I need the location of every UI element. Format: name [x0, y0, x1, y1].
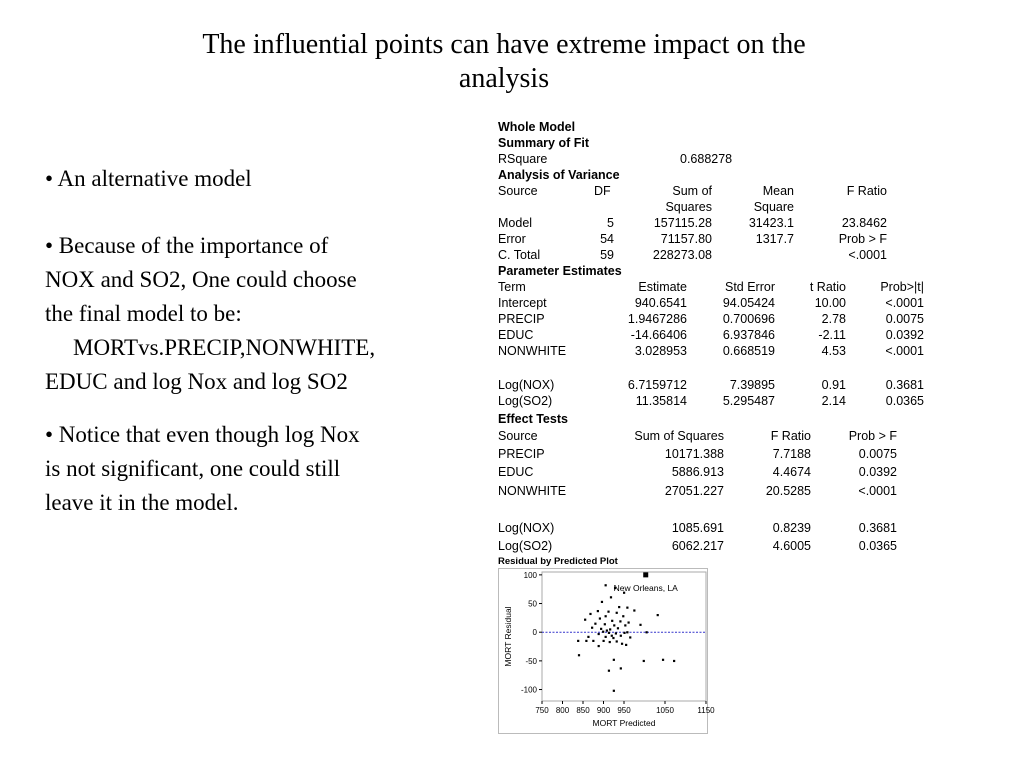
y-axis-label: MORT Residual — [503, 606, 513, 667]
param-tratio: 4.53 — [821, 344, 846, 358]
anova-source: Model — [498, 216, 533, 230]
anova-row-total — [498, 247, 898, 263]
param-tratio: 10.00 — [814, 296, 846, 310]
data-point — [629, 636, 631, 638]
anova-ss: 228273.08 — [652, 248, 712, 262]
param-estimate: 940.6541 — [634, 296, 687, 310]
param-term: PRECIP — [498, 312, 545, 326]
bullet-text: leave it in the model. — [45, 490, 239, 515]
x-tick-label: 900 — [596, 706, 611, 715]
residual-plot-frame — [498, 568, 715, 734]
bullet-text: MORTvs.PRECIP,NONWHITE, — [73, 335, 376, 360]
effect-ss: 10171.388 — [664, 447, 724, 461]
effect-source: NONWHITE — [498, 484, 567, 498]
effect-row — [498, 446, 918, 462]
x-tick-label: 750 — [535, 706, 549, 715]
data-point — [646, 631, 648, 633]
effect-col-fratio: F Ratio — [770, 429, 811, 443]
anova-source: Error — [498, 232, 526, 246]
anova-col-fratio: F Ratio — [846, 184, 887, 198]
data-point — [616, 612, 618, 614]
data-point — [602, 631, 604, 633]
effect-source: PRECIP — [498, 447, 545, 461]
highlighted-data-point — [643, 572, 648, 577]
param-prob: <.0001 — [885, 296, 924, 310]
x-tick-label: 1150 — [697, 706, 715, 715]
x-tick-label: 800 — [555, 706, 570, 715]
data-point — [625, 644, 627, 646]
data-point — [605, 615, 607, 617]
data-point — [613, 659, 615, 661]
data-point — [623, 632, 625, 634]
anova-header-row — [498, 183, 898, 199]
y-tick-label: -100 — [520, 685, 537, 695]
data-point — [616, 640, 618, 642]
effect-prob: 0.3681 — [858, 521, 897, 535]
data-point — [626, 631, 628, 633]
anova-col-square: Square — [753, 200, 794, 214]
param-term: Log(SO2) — [498, 394, 553, 408]
anova-row-error — [498, 231, 898, 247]
anova-df: 54 — [600, 232, 614, 246]
effect-f: 20.5285 — [765, 484, 811, 498]
data-point — [605, 584, 607, 586]
data-point — [662, 659, 664, 661]
param-estimate: 11.35814 — [635, 394, 687, 408]
anova-df: 5 — [607, 216, 614, 230]
data-point — [598, 645, 600, 647]
param-tratio: 0.91 — [821, 378, 846, 392]
anova-col-source: Source — [498, 184, 538, 198]
point-annotation: New Orleans, LA — [613, 582, 678, 593]
effect-prob: <.0001 — [858, 484, 897, 498]
data-point — [608, 670, 610, 672]
effect-col-ss: Sum of Squares — [634, 429, 724, 443]
data-point — [589, 613, 591, 615]
data-point — [601, 601, 603, 603]
anova-col-df: DF — [594, 184, 611, 198]
data-point — [628, 621, 630, 623]
effect-source: Log(SO2) — [498, 539, 553, 553]
data-point — [607, 611, 609, 613]
data-point — [608, 632, 610, 634]
x-tick-label: 1050 — [656, 706, 674, 715]
anova-col-sum: Sum of — [672, 184, 712, 198]
residual-by-predicted-plot — [499, 569, 715, 733]
anova-ms: 1317.7 — [755, 232, 794, 246]
anova-heading: Analysis of Variance — [498, 168, 620, 182]
param-estimate: 3.028953 — [634, 344, 687, 358]
param-row — [498, 295, 928, 311]
data-point — [603, 640, 605, 642]
effect-prob: 0.0075 — [858, 447, 897, 461]
param-tratio: 2.78 — [821, 312, 846, 326]
anova-ss: 157115.28 — [653, 216, 712, 230]
bullet-text: • An alternative model — [45, 166, 252, 191]
data-point — [620, 667, 622, 669]
bullet-text: • Notice that even though log Nox — [45, 422, 360, 447]
data-point — [639, 624, 641, 626]
x-tick-label: 850 — [576, 706, 590, 715]
data-point — [621, 643, 623, 645]
y-tick-label: 0 — [532, 628, 537, 638]
data-point — [604, 623, 606, 625]
title-line-1: The influential points can have extreme impact on the — [202, 29, 806, 60]
data-point — [613, 624, 615, 626]
param-term: EDUC — [498, 328, 534, 342]
data-point — [619, 620, 621, 622]
effect-tests-heading: Effect Tests — [498, 412, 568, 426]
effect-f: 0.8239 — [772, 521, 811, 535]
effect-col-prob: Prob > F — [848, 429, 897, 443]
param-col-stderr: Std Error — [724, 280, 775, 294]
anova-col-mean: Mean — [762, 184, 794, 198]
data-point — [657, 614, 659, 616]
effect-prob: 0.0392 — [858, 465, 897, 479]
param-row — [498, 377, 928, 393]
param-prob: <.0001 — [885, 344, 924, 358]
effect-f: 4.6005 — [772, 539, 811, 553]
data-point — [622, 615, 624, 617]
bullet-final-model — [45, 229, 375, 399]
anova-row-model — [498, 215, 898, 231]
data-point — [609, 641, 611, 643]
data-point — [600, 628, 602, 630]
param-stderr: 94.05424 — [722, 296, 775, 310]
data-point — [611, 620, 613, 622]
y-tick-label: 100 — [523, 570, 537, 580]
data-point — [613, 690, 615, 692]
bullet-text: NOX and SO2, One could choose — [45, 267, 357, 292]
effect-f: 7.7188 — [772, 447, 811, 461]
rsquare-value: 0.688278 — [680, 152, 733, 166]
anova-df: 59 — [600, 248, 614, 262]
rsquare-label: RSquare — [498, 152, 548, 166]
effect-row — [498, 483, 918, 499]
param-row — [498, 343, 928, 359]
anova-f: <.0001 — [848, 248, 887, 262]
effect-f: 4.4674 — [772, 465, 811, 479]
param-tratio: 2.14 — [821, 394, 846, 408]
data-point — [612, 637, 614, 639]
data-point — [584, 619, 586, 621]
x-tick-label: 950 — [617, 706, 631, 715]
param-prob: 0.0365 — [885, 394, 924, 408]
effect-source: Log(NOX) — [498, 521, 555, 535]
slide-title — [0, 28, 1008, 96]
param-stderr: 6.937846 — [722, 328, 775, 342]
param-col-prob: Prob>|t| — [880, 280, 924, 294]
data-point — [599, 617, 601, 619]
param-header-row — [498, 279, 928, 295]
effect-ss: 6062.217 — [671, 539, 724, 553]
data-point — [633, 609, 635, 611]
param-term: Log(NOX) — [498, 378, 555, 392]
param-term: NONWHITE — [498, 344, 567, 358]
param-prob: 0.3681 — [885, 378, 924, 392]
param-stderr: 0.668519 — [722, 344, 775, 358]
whole-model-heading: Whole Model — [498, 120, 576, 134]
param-col-estimate: Estimate — [638, 280, 687, 294]
effect-ss: 27051.227 — [664, 484, 724, 498]
data-point — [578, 654, 580, 656]
param-prob: 0.0392 — [885, 328, 924, 342]
bullet-alternative-model — [45, 162, 252, 196]
residual-plot-title: Residual by Predicted Plot — [498, 556, 618, 567]
data-point — [592, 640, 594, 642]
data-point — [615, 632, 617, 634]
effect-col-source: Source — [498, 429, 538, 443]
param-term: Intercept — [498, 296, 547, 310]
data-point — [643, 660, 645, 662]
param-col-term: Term — [498, 280, 526, 294]
param-estimate: -14.66406 — [630, 328, 687, 342]
data-point — [617, 627, 619, 629]
data-point — [620, 635, 622, 637]
data-point — [591, 627, 593, 629]
parameter-estimates-heading: Parameter Estimates — [498, 264, 622, 278]
bullet-text: EDUC and log Nox and log SO2 — [45, 369, 348, 394]
effect-prob: 0.0365 — [858, 539, 897, 553]
anova-f: Prob > F — [838, 232, 887, 246]
data-point — [597, 610, 599, 612]
anova-ss: 71157.80 — [660, 232, 712, 246]
param-stderr: 7.39895 — [729, 378, 775, 392]
bullet-text: the final model to be: — [45, 301, 242, 326]
y-tick-label: -50 — [525, 656, 537, 666]
param-estimate: 6.7159712 — [627, 378, 687, 392]
anova-header-row-2 — [498, 199, 898, 215]
data-point — [611, 635, 613, 637]
anova-ms: 31423.1 — [748, 216, 794, 230]
effect-ss: 1085.691 — [671, 521, 724, 535]
rsquare-row — [498, 151, 798, 167]
data-point — [587, 636, 589, 638]
data-point — [609, 628, 611, 630]
data-point — [577, 640, 579, 642]
param-row — [498, 311, 928, 327]
data-point — [585, 640, 587, 642]
effect-row — [498, 464, 918, 480]
anova-col-squares: Squares — [665, 200, 712, 214]
param-stderr: 0.700696 — [722, 312, 775, 326]
param-row — [498, 393, 928, 409]
y-tick-label: 50 — [528, 599, 537, 609]
effect-source: EDUC — [498, 465, 534, 479]
bullet-text: • Because of the importance of — [45, 233, 329, 258]
bullet-log-nox-note — [45, 418, 360, 520]
param-col-tratio: t Ratio — [809, 280, 846, 294]
data-point — [605, 636, 607, 638]
data-point — [594, 623, 596, 625]
anova-source: C. Total — [498, 248, 541, 262]
param-row — [498, 327, 928, 343]
data-point — [618, 606, 620, 608]
data-point — [606, 629, 608, 631]
summary-of-fit-heading: Summary of Fit — [498, 136, 589, 150]
data-point — [673, 660, 675, 662]
param-stderr: 5.295487 — [722, 394, 775, 408]
effect-ss: 5886.913 — [671, 465, 724, 479]
param-prob: 0.0075 — [885, 312, 924, 326]
title-line-2: analysis — [458, 63, 550, 94]
bullet-text: is not significant, one could still — [45, 456, 341, 481]
effect-row — [498, 538, 918, 554]
data-point — [624, 624, 626, 626]
effect-row — [498, 520, 918, 536]
x-axis-label: MORT Predicted — [592, 718, 656, 728]
param-tratio: -2.11 — [818, 328, 846, 342]
effect-header-row — [498, 428, 918, 444]
anova-f: 23.8462 — [841, 216, 887, 230]
data-point — [626, 607, 628, 609]
data-point — [610, 596, 612, 598]
data-point — [598, 633, 600, 635]
param-estimate: 1.9467286 — [627, 312, 687, 326]
